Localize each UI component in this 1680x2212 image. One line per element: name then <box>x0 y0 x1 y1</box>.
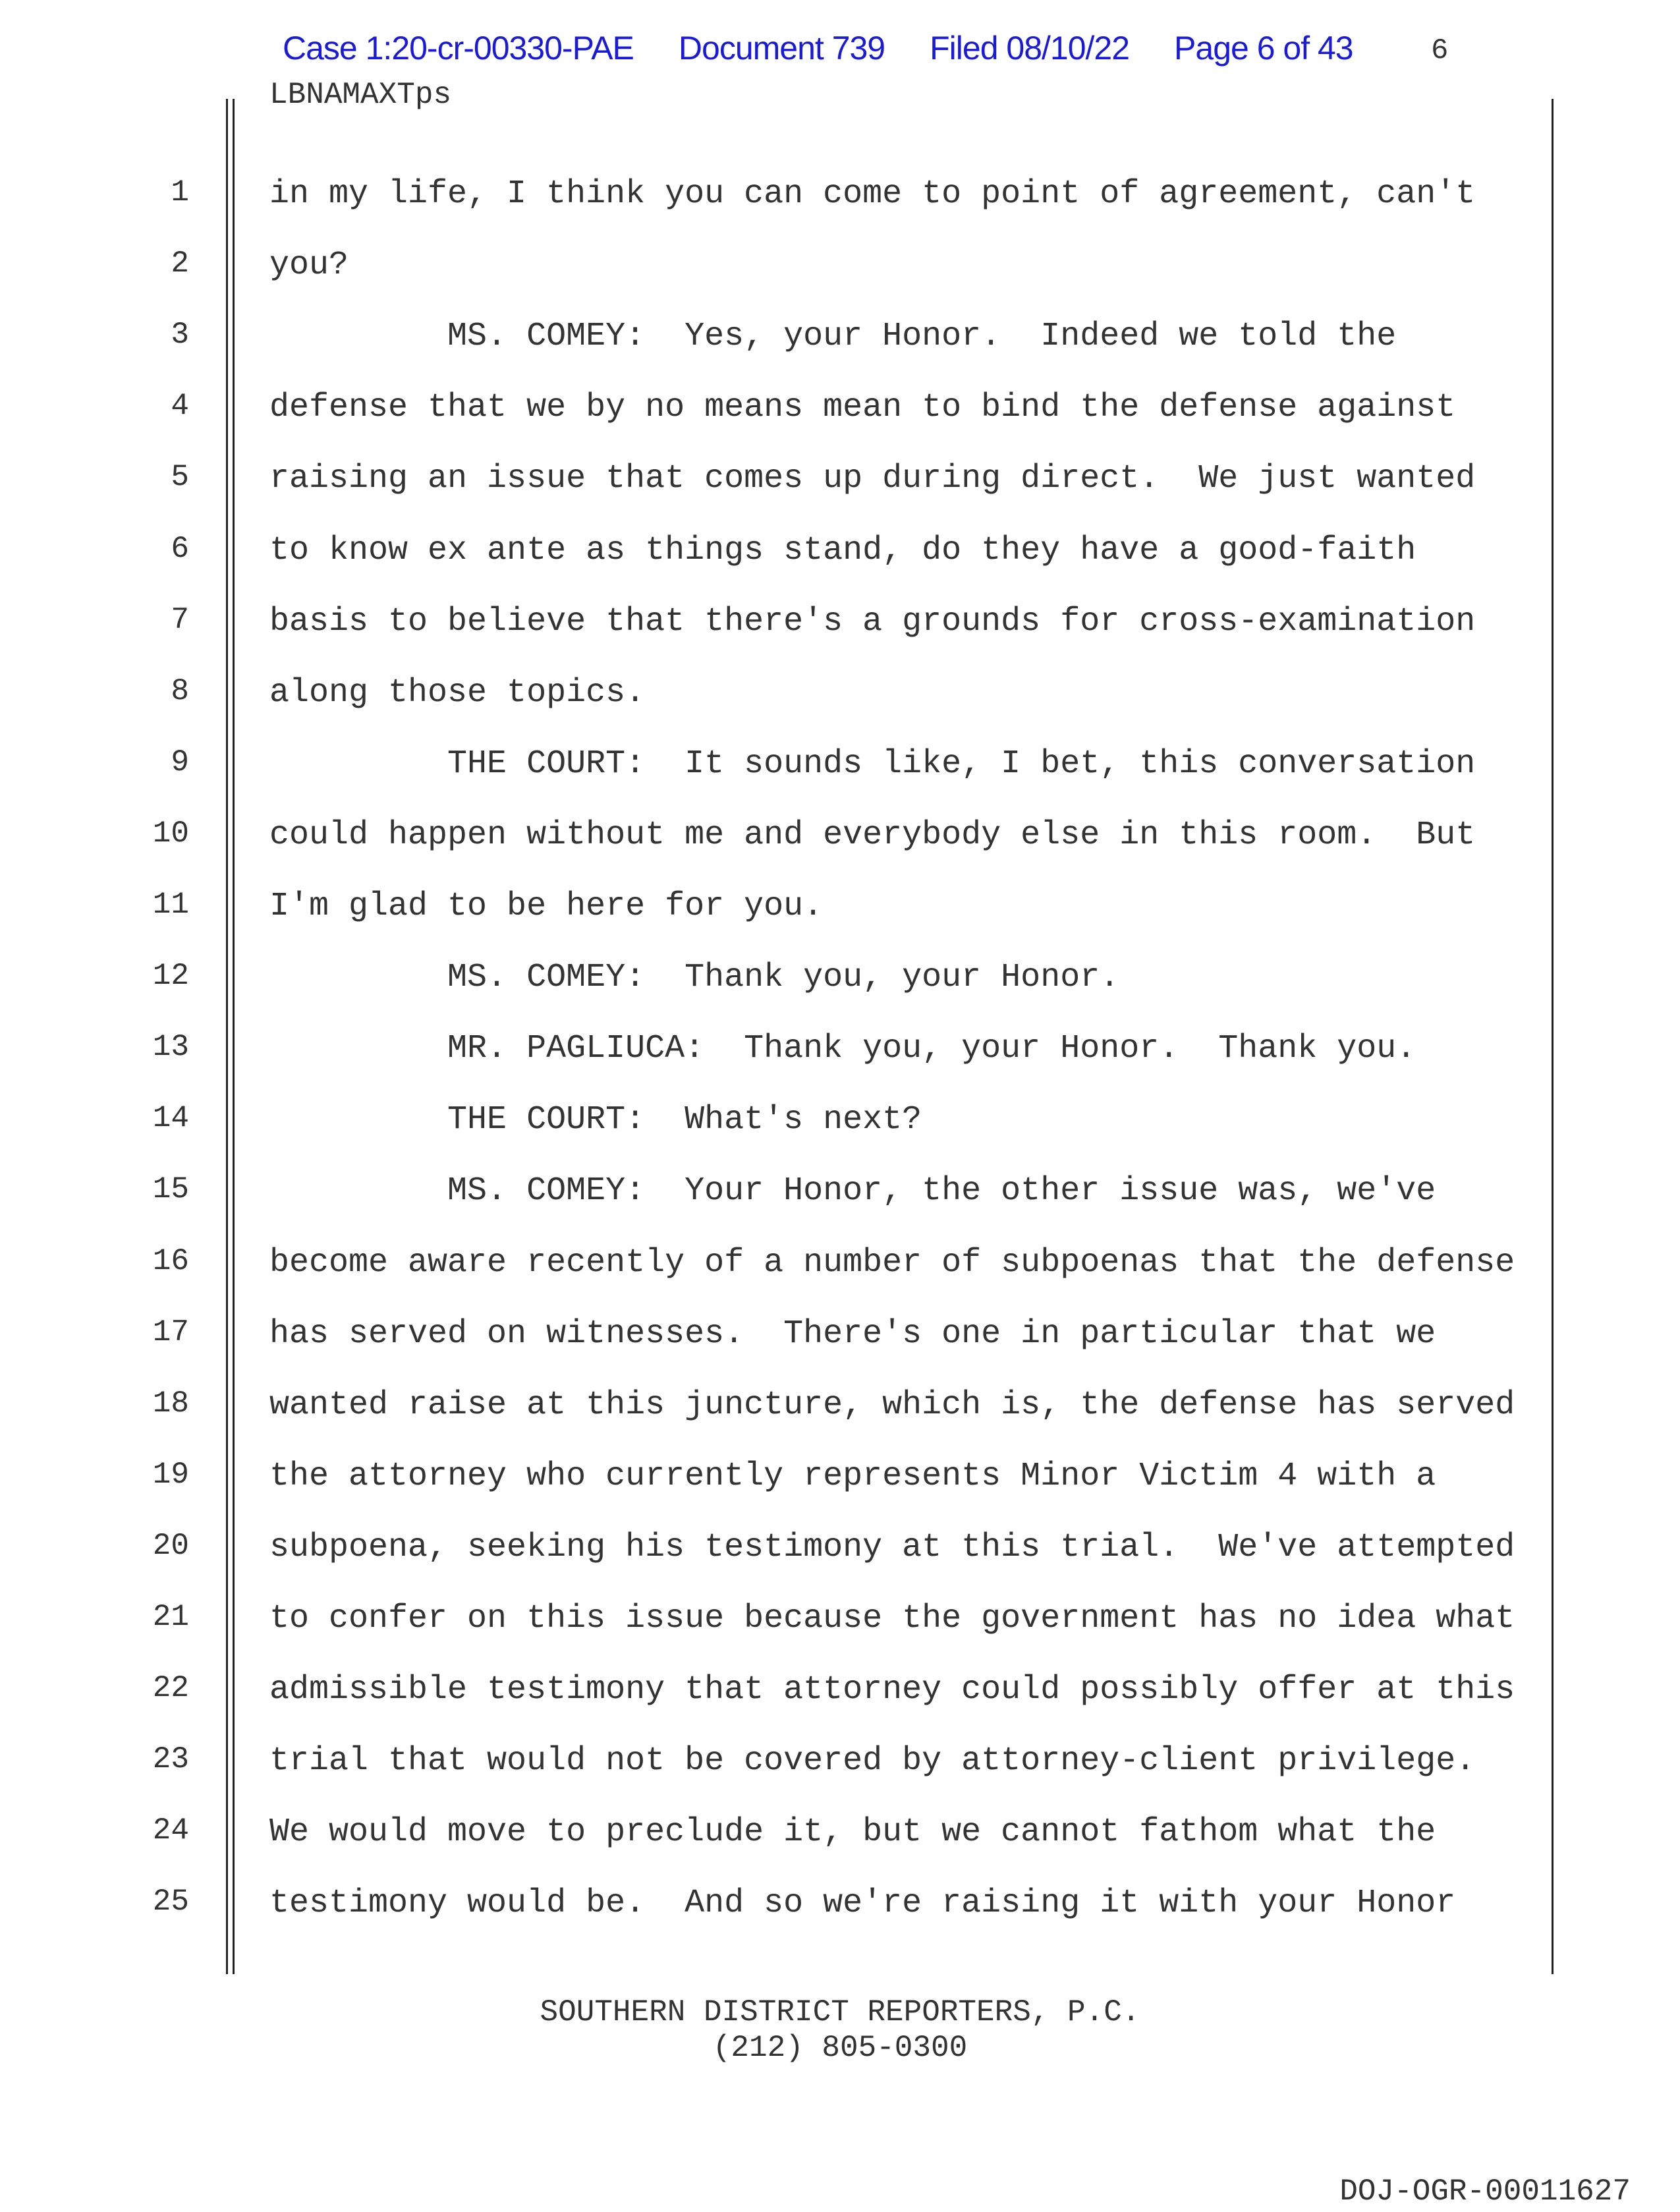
transcript-line <box>0 1529 1680 1568</box>
transcript-line <box>0 1315 1680 1355</box>
line-text: to confer on this issue because the government has no idea what <box>269 1600 1515 1637</box>
line-number: 8 <box>171 673 189 708</box>
line-text: MS. COMEY: Yes, your Honor. Indeed we told the <box>269 318 1397 356</box>
line-number: 1 <box>171 175 189 210</box>
case-number: Case 1:20-cr-00330-PAE <box>283 30 634 67</box>
line-text: along those topics. <box>269 673 646 712</box>
transcript-line <box>0 318 1680 357</box>
line-number: 23 <box>152 1742 189 1777</box>
transcript-line <box>0 1885 1680 1924</box>
transcript-line <box>0 389 1680 428</box>
line-number: 21 <box>152 1600 189 1634</box>
line-text: MR. PAGLIUCA: Thank you, your Honor. Thank you. <box>269 1030 1416 1068</box>
line-text: could happen without me and everybody else in this room. But <box>269 816 1476 854</box>
transcript-line <box>0 745 1680 785</box>
transcript-line <box>0 816 1680 856</box>
transcript-line <box>0 1458 1680 1497</box>
line-number: 12 <box>152 959 189 994</box>
line-text: you? <box>269 246 349 285</box>
line-text: defense that we by no means mean to bind the defense against <box>269 389 1456 427</box>
line-text: testimony would be. And so we're raising it with your Honor <box>269 1885 1456 1923</box>
transcript-line <box>0 959 1680 998</box>
line-number: 15 <box>152 1172 189 1207</box>
line-text: wanted raise at this juncture, which is, the defense has served <box>269 1386 1515 1424</box>
transcript-line <box>0 674 1680 714</box>
page-of: Page 6 of 43 <box>1174 30 1353 67</box>
transcript-line <box>0 1101 1680 1141</box>
reporter-name: SOUTHERN DISTRICT REPORTERS, P.C. <box>540 1995 1140 2029</box>
line-number: 9 <box>171 745 189 780</box>
transcript-line <box>0 1244 1680 1284</box>
transcript-line <box>0 1386 1680 1426</box>
line-number: 6 <box>171 531 189 566</box>
transcript-line <box>0 1813 1680 1853</box>
line-number: 10 <box>152 816 189 851</box>
line-text: We would move to preclude it, but we cannot fathom what the <box>269 1813 1436 1852</box>
line-number: 17 <box>152 1315 189 1349</box>
line-text: the attorney who currently represents Minor Victim 4 with a <box>269 1457 1436 1495</box>
line-number: 5 <box>171 460 189 495</box>
line-number: 16 <box>152 1243 189 1278</box>
transcript-line <box>0 603 1680 642</box>
transcript-page-number: 6 <box>1431 34 1449 67</box>
line-text: to know ex ante as things stand, do they have a good-faith <box>269 531 1416 569</box>
ecf-header-stamp <box>283 29 1353 67</box>
reporter-phone: (212) 805-0300 <box>712 2031 968 2065</box>
line-text: trial that would not be covered by attorney-client privilege. <box>269 1742 1476 1780</box>
line-text: basis to believe that there's a grounds for cross-examination <box>269 602 1476 640</box>
line-text: in my life, I think you can come to point of agreement, can't <box>269 175 1476 213</box>
bates-number: DOJ-OGR-00011627 <box>1339 2174 1631 2209</box>
line-number: 18 <box>152 1386 189 1421</box>
line-text: MS. COMEY: Thank you, your Honor. <box>269 959 1120 997</box>
line-number: 22 <box>152 1671 189 1706</box>
line-text: raising an issue that comes up during direct. We just wanted <box>269 460 1476 498</box>
line-number: 25 <box>152 1885 189 1919</box>
line-number: 2 <box>171 246 189 281</box>
line-text: THE COURT: What's next? <box>269 1101 922 1139</box>
transcript-line <box>0 460 1680 499</box>
filed-date: Filed 08/10/22 <box>930 30 1130 67</box>
line-text: has served on witnesses. There's one in particular that we <box>269 1315 1436 1353</box>
line-number: 14 <box>152 1101 189 1136</box>
transcript-line <box>0 1600 1680 1639</box>
line-number: 13 <box>152 1030 189 1065</box>
transcript-line <box>0 1030 1680 1069</box>
line-text: THE COURT: It sounds like, I bet, this conversation <box>269 745 1476 783</box>
transcript-line <box>0 1671 1680 1711</box>
line-text: become aware recently of a number of subpoenas that the defense <box>269 1243 1515 1282</box>
line-text: I'm glad to be here for you. <box>269 888 824 925</box>
line-number: 7 <box>171 602 189 637</box>
line-number: 24 <box>152 1813 189 1848</box>
line-text: MS. COMEY: Your Honor, the other issue was, we've <box>269 1172 1436 1210</box>
line-number: 11 <box>152 888 189 922</box>
line-number: 20 <box>152 1528 189 1563</box>
transcript-line <box>0 532 1680 571</box>
line-number: 3 <box>171 318 189 353</box>
line-text: admissible testimony that attorney could possibly offer at this <box>269 1671 1515 1709</box>
line-text: subpoena, seeking his testimony at this trial. We've attempted <box>269 1528 1515 1566</box>
line-number: 19 <box>152 1457 189 1492</box>
transcript-slug: LBNAMAXTps <box>269 78 452 112</box>
transcript-line <box>0 246 1680 286</box>
transcript-line <box>0 175 1680 215</box>
transcript-line <box>0 1742 1680 1782</box>
transcript-line <box>0 1172 1680 1212</box>
line-number: 4 <box>171 389 189 424</box>
document-number: Document 739 <box>678 30 885 67</box>
transcript-line <box>0 888 1680 927</box>
